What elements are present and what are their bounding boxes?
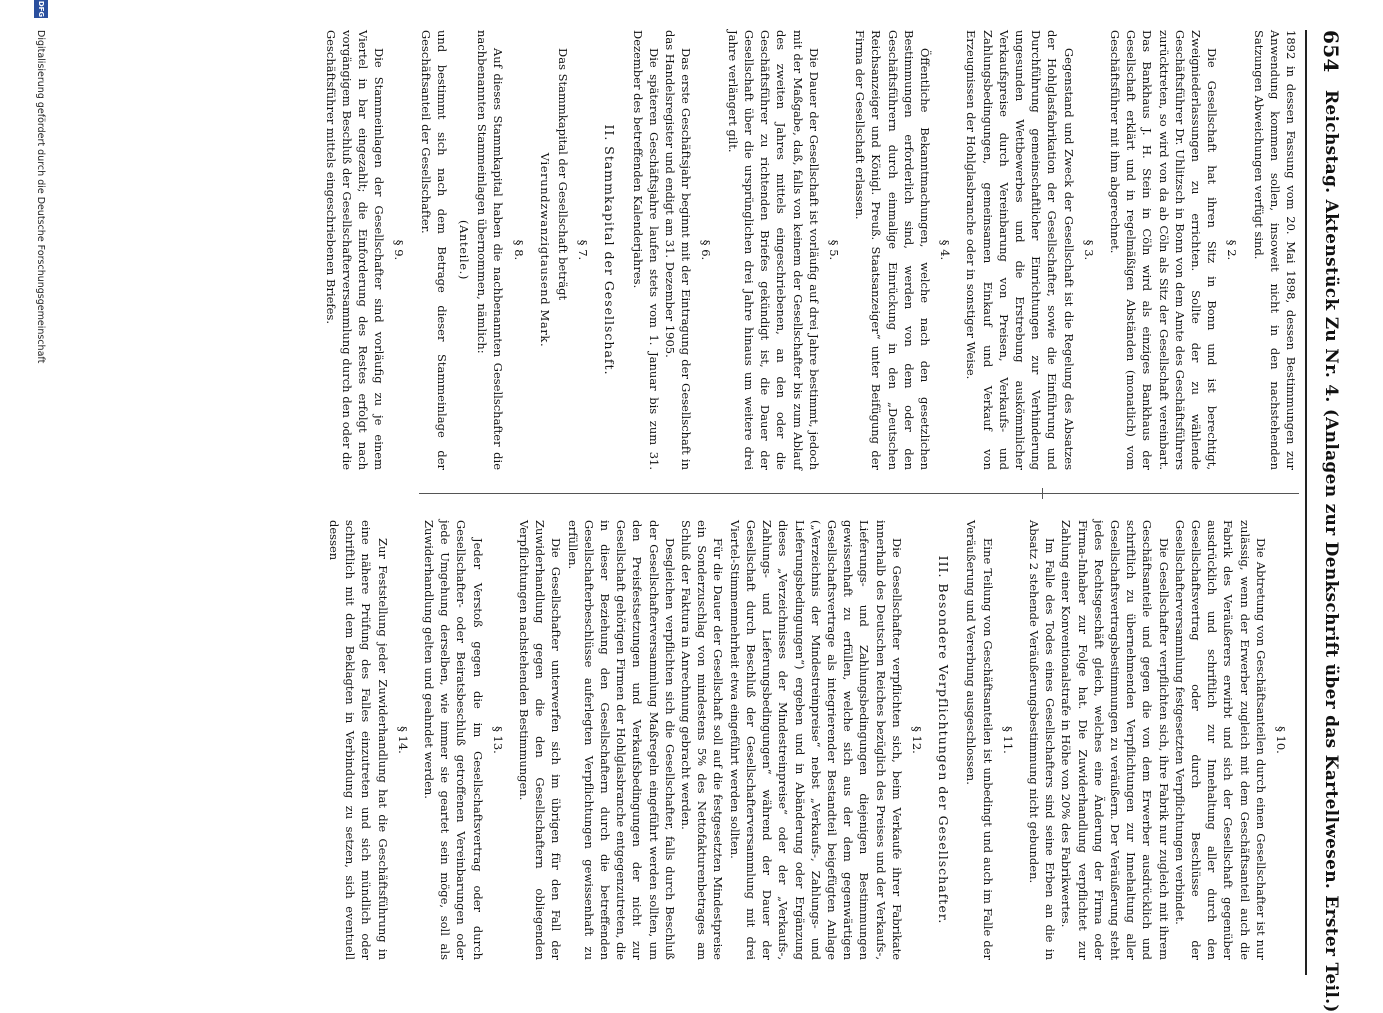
section-4-heading: § 4.	[938, 239, 953, 261]
page-number: 654	[1319, 30, 1343, 73]
column-divider	[419, 493, 1299, 494]
section-3-text: Gegenstand und Zweck der Gesellschaft ist die Regelung des Absatzes der Hohlglasfabrikation der Gesellschafter, sowie die Einführung und Durchführung gemeinschaftlicher Einrichtungen zur Verhinderung ungesunden Wettbewerbes und die Erstrebung auskömmlicher Verkaufspreise durch Vereinbarung von Preisen, Verkaufs- und Zahlungsbedingungen, gemeinsamen Einkauf und Verkauf von Erzeugnissen der Hohlglasbranche oder in sonstiger Weise.	[964, 30, 1076, 470]
section-6-text-1: Das erste Geschäftsjahr beginnt mit der Eintragung der Gesellschaft in das Handelsregister und endigt am 31. Dezember 1905.	[663, 30, 694, 470]
section-12-text-4: Die Gesellschafter unterwerfen sich im übrigen für den Fall der Zuwiderhandlung gegen die den Gesellschaftern obliegenden Verpflichtungen nachstehenden Bestimmungen.	[517, 520, 564, 960]
section-11-text: Eine Teilung von Geschäftsanteilen ist unbedingt und auch im Falle der Veräußerung und Vererbung ausgeschlossen.	[964, 520, 995, 960]
section-8-heading: § 8.	[511, 239, 526, 261]
section-12-text-2: Für die Dauer der Gesellschaft soll auf die festgesetzten Mindestpreise ein Sonderzuschlag von mindestens 5% des Nettofakturenbetrages am Schluß der Faktura in Anrechnung gebracht werden.	[679, 520, 726, 960]
section-9-text: Die Stammeinlagen der Gesellschafter sind vorläufig zu je einem Viertel in bar eingezahlt; die Einforderung des Restes erfolgt nach vorgängigem Beschluß der Gesellschafterversammlung durch den oder die Geschäftsführer mittels eingeschriebenen Briefes.	[323, 30, 387, 470]
right-column	[326, 520, 1299, 960]
section-2-text: Die Gesellschaft hat ihren Sitz in Bonn und ist berechtigt, Zweigniederlassungen zu errichten. Sollte der zu wählende Geschäftsführer Dr. Uhlitzsch in Bonn von dem Amte des Geschäftsführers zurücktreten, so wird von da ab Cöln als Sitz der Gesellschaft vereinbart. Das Bankhaus J. H. Stein in Cöln wird als einziges Bankhaus der Gesellschaft erklärt und in regelmäßigen Abständen (monatlich) vom Geschäftsführer mit ihm abgerechnet.	[1107, 30, 1220, 470]
section-6-heading: § 6.	[699, 239, 714, 261]
section-13-text: Jeder Verstoß gegen die im Gesellschaftsvertrag oder durch Gesellschafter- oder Beiratsbeschluß getroffenen Vereinbarungen oder jede Umgehung derselben, wie immer sie geartet sein möge, soll als Zuwiderhandlung gelten und geahndet werden.	[422, 520, 485, 960]
paragraph-intro: 1892 in dessen Fassung vom 20. Mai 1898, dessen Bestimmungen zur Anwendung kommen sollen, insoweit nicht in den nachstehenden Satzungen Abweichungen verfügt sind.	[1251, 30, 1298, 470]
section-7-amount: Vierundzwanzigtausend Mark.	[537, 152, 552, 348]
section-10-text-1: Die Abtretung von Geschäftsanteilen durch einen Gesellschafter ist nur zulässig, wenn der Erwerber zugleich mit dem Geschäftsanteil auch die Fabrik des Veräußerers erwirbt und sich der Gesellschaft gegenüber ausdrücklich und schriftlich zur Innehaltung aller durch den Gesellschaftsvertrag oder durch Beschlüsse der Gesellschafterversammlung festgesetzten Verpflichtungen verbindet.	[1172, 520, 1268, 960]
section-12-heading: § 12.	[909, 726, 924, 754]
section-5-heading: § 5.	[826, 239, 841, 261]
page-header	[1315, 30, 1349, 1013]
part-3-heading: III. Besondere Verpflichtungen der Gesellschafter.	[936, 555, 952, 925]
dfg-logo: DFG	[34, 0, 48, 18]
section-8-note: (Anteile.)	[457, 220, 472, 280]
running-title: Reichstag. Aktenstück Zu Nr. 4. (Anlagen zur Denkschrift über das Kartellwesen. Erster Teil.)	[1321, 90, 1341, 1013]
section-14-text: Zur Feststellung jeder Zuwiderhandlung hat die Geschäftsführung in eine nähere Prüfung des Falles einzutreten und sich mündlich oder schriftlich mit dem Beklagten in Verbindung zu setzen, sich eventuell dessen	[327, 520, 390, 960]
section-8-text: Auf dieses Stammkapital haben die nachbenannten Gesellschafter die nachbenannten Stammeinlagen übernommen, nämlich:	[475, 30, 506, 470]
section-8-text-2: und bestimmt sich nach dem Betrage dieser Stammeinlage der Geschäftsanteil der Gesellschafter.	[418, 30, 449, 470]
section-7-text: Das Stammkapital der Gesellschaft beträgt	[556, 48, 571, 301]
section-10-text-3: Im Falle des Todes eines Gesellschafters sind seine Erben an die in Absatz 2 stehende Veräußerungsbestimmung nicht gebunden.	[1026, 520, 1058, 960]
section-2-heading: § 2.	[1225, 239, 1240, 261]
section-10-heading: § 10.	[1274, 726, 1288, 754]
section-13-heading: § 13.	[490, 726, 505, 754]
section-14-heading: § 14.	[395, 726, 410, 754]
section-12-text-1: Die Gesellschafter verpflichten sich, beim Verkaufe ihrer Fabrikate innerhalb des Deutschen Reiches bezüglich des Preises und der Verkaufs-, Lieferungs- und Zahlungsbedingungen diejenigen Bestimmungen gewissenhaft zu erfüllen, welche sich aus der dem gegenwärtigen Gesellschaftsvertrage als integrierender Bestandteil beigefügten Anlage („Verzeichnis der Mindestreinpreise“ nebst „Verkaufs-, Zahlungs- und Lieferungsbedingungen“) ergeben und in Abänderung oder Ergänzung dieses „Verzeichnisses der Mindestreinpreise“ oder der „Verkaufs-, Zahlungs- und Lieferungsbedingungen“ während der Dauer der Gesellschaft durch Beschluß der Gesellschafterversammlung mit drei Viertel-Stimmenmehrheit etwa eingeführt werden sollten.	[727, 520, 904, 960]
section-11-heading: § 11.	[1000, 726, 1015, 754]
section-7-heading: § 7.	[576, 239, 591, 261]
divider-mark	[1042, 488, 1043, 499]
section-5-text: Die Dauer der Gesellschaft ist vorläufig auf drei Jahre bestimmt, jedoch mit der Maßgabe, daß, falls von keinem der Gesellschafter bis zum Ablauf des zweiten Jahres mittels eingeschriebenen, an den oder die Geschäftsführer zu richtenden Briefes gekündigt ist, die Dauer der Gesellschaft über die ursprünglichen drei Jahre hinaus um weitere drei Jahre verlängert gilt.	[725, 30, 821, 470]
section-3-heading: § 3.	[1081, 239, 1096, 261]
part-2-heading: II. Stammkapital der Gesellschaft.	[602, 124, 618, 376]
section-10-text-2: Die Gesellschafter verpflichten sich, ihre Fabrik nur zugleich mit ihrem Geschäftsanteile und gegen die von dem Erwerber ausdrücklich und schriftlich zu übernehmenden Verpflichtungen zur Innehaltung aller Gesellschaftsvertragsbestimmungen zu veräußern. Der Veräußerung steht jedes Rechtsgeschäft gleich, welches eine Änderung der Firma oder Firma-Inhaber zur Folge hat. Die Zuwiderhandlung verpflichtet zur Zahlung einer Konventionalstrafe in Höhe von 20% des Fabrikwertes.	[1059, 520, 1171, 960]
section-6-text-2: Die späteren Geschäftsjahre laufen stets vom 1. Januar bis zum 31. Dezember des betreffenden Kalenderjahres.	[630, 30, 661, 470]
section-4-text: Öffentliche Bekanntmachungen, welche nach den gesetzlichen Bestimmungen erforderlich sind, werden von dem oder den Geschäftsführern durch einmalige Einrückung in den „Deutschen Reichsanzeiger und Königl. Preuß. Staatsanzeiger“ unter Beifügung der Firma der Gesellschaft erlassen.	[853, 30, 932, 470]
section-9-heading: § 9.	[392, 239, 407, 261]
section-12-text-3: Desgleichen verpflichten sich die Gesellschafter, falls durch Beschluß der Gesellschafterversammlung Maßregeln eingeführt werden sollten, um den Preisfestsetzungen und Verkaufsbedingungen der nicht zur Gesellschaft gehörigen Firmen der Hohlglasbranche entgegenzutreten, die in dieser Beziehung den Gesellschaftern durch die betreffenden Gesellschafterbeschlüsse auferlegten Verpflichtungen gewissenhaft zu erfüllen.	[565, 520, 677, 960]
digitization-note: Digitalisierung gefördert durch die Deutsche Forschungsgemeinschaft	[35, 30, 46, 364]
header-rule	[1305, 30, 1307, 975]
left-column	[322, 30, 1299, 470]
